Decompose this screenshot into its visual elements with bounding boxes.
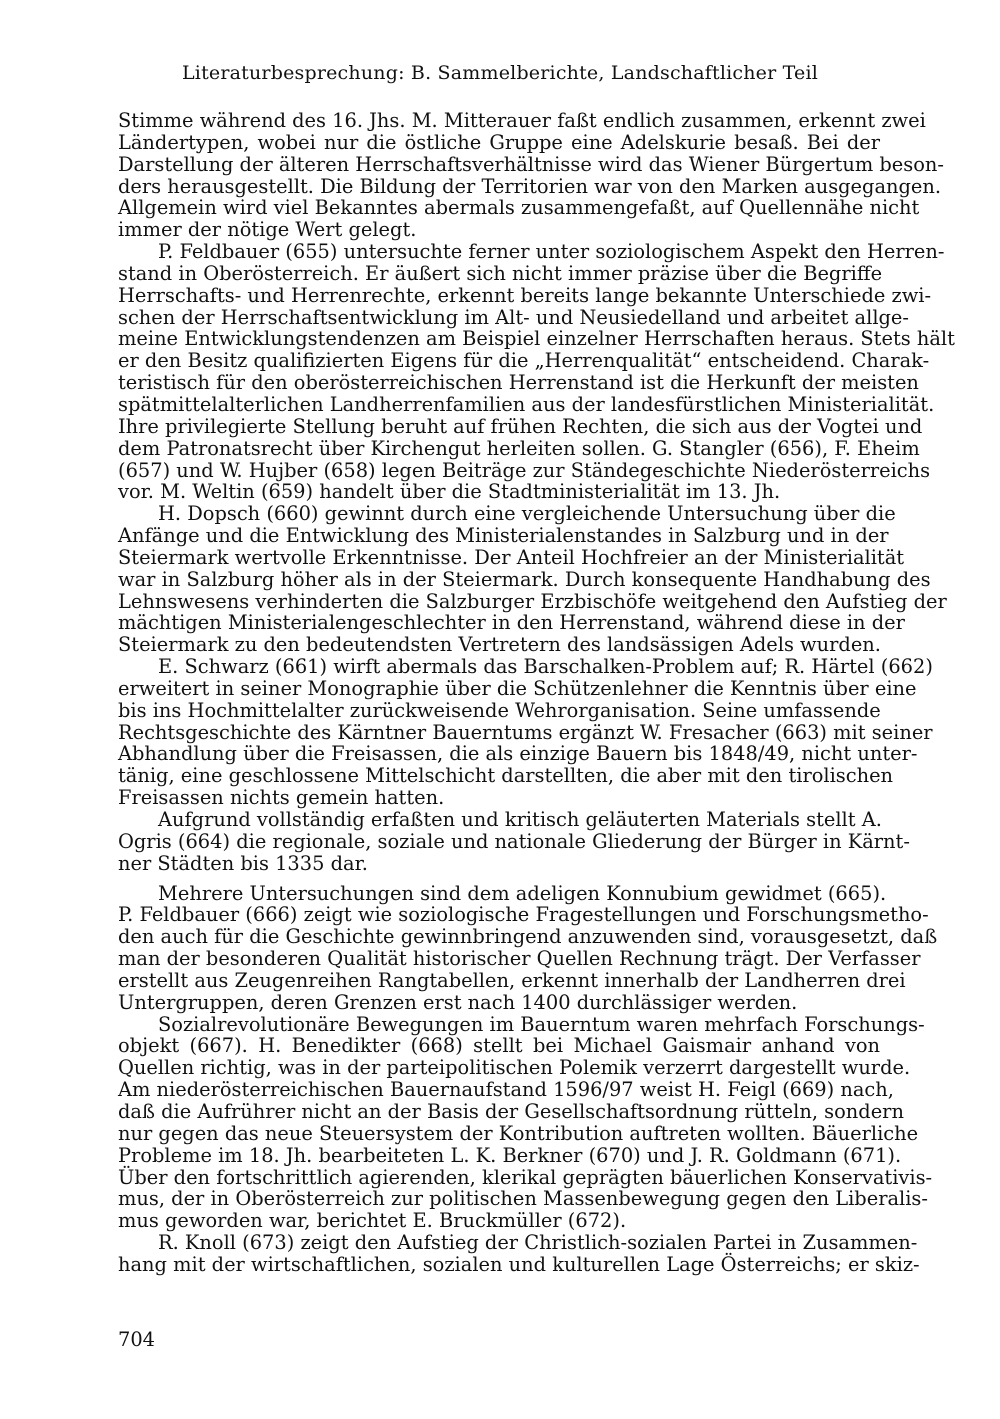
text-line: Untergruppen, deren Grenzen erst nach 1400 durchlässiger werden. bbox=[118, 990, 798, 1014]
text-line: Ländertypen, wobei nur die östliche Gruppe eine Adelskurie besaß. Bei der bbox=[118, 130, 880, 154]
paragraph bbox=[118, 881, 938, 1014]
text-line: daß die Aufrührer nicht an der Basis der Gesellschaftsordnung rütteln, sondern bbox=[118, 1099, 904, 1123]
text-line: Ogris (664) die regionale, soziale und nationale Gliederung der Bürger in Kärnt- bbox=[118, 829, 910, 853]
text-line: Freisassen nichts gemein hatten. bbox=[118, 786, 445, 810]
paragraph bbox=[118, 502, 947, 657]
text-line: Am niederösterreichischen Bauernaufstand 1596/97 weist H. Feigl (669) nach, bbox=[118, 1078, 894, 1102]
text-line: Darstellung der älteren Herrschaftsverhältnisse wird das Wiener Bürgertum beson- bbox=[118, 152, 944, 176]
text-line: hang mit der wirtschaftlichen, sozialen und kulturellen Lage Österreichs; er skiz- bbox=[118, 1252, 920, 1276]
paragraph bbox=[118, 1231, 920, 1276]
text-line: Steiermark wertvolle Erkenntnisse. Der Anteil Hochfreier an der Ministerialität bbox=[118, 545, 905, 569]
text-line: (657) und W. Hujber (658) legen Beiträge zur Ständegeschichte Niederösterreichs bbox=[118, 458, 931, 482]
text-line: den auch für die Geschichte gewinnbringend anzuwenden sind, vorausgesetzt, daß bbox=[118, 925, 938, 949]
paragraph bbox=[118, 1012, 933, 1233]
text-line: Mehrere Untersuchungen sind dem adeligen Konnubium gewidmet (665). bbox=[158, 881, 887, 905]
text-line: P. Feldbauer (655) untersuchte ferner unter soziologischem Aspekt den Herren- bbox=[158, 240, 945, 264]
text-line: erweitert in seiner Monographie über die Schützenlehner die Kenntnis über eine bbox=[118, 676, 917, 700]
text-line: Anfänge und die Entwicklung des Ministerialenstandes in Salzburg und in der bbox=[118, 524, 889, 548]
paragraph bbox=[118, 240, 955, 504]
text-line: stand in Oberösterreich. Er äußert sich nicht immer präzise über die Begriffe bbox=[118, 261, 883, 285]
text-line: vor. M. Weltin (659) handelt über die Stadtministerialität im 13. Jh. bbox=[118, 480, 781, 504]
text-line: Lehnswesens verhinderten die Salzburger Erzbischöfe weitgehend den Aufstieg der bbox=[118, 589, 947, 613]
text-line: Probleme im 18. Jh. bearbeiteten L. K. Berkner (670) und J. R. Goldmann (671). bbox=[118, 1143, 902, 1167]
text-line: immer der nötige Wert gelegt. bbox=[118, 218, 417, 242]
text-line: man der besonderen Qualität historischer Quellen Rechnung trägt. Der Verfasser bbox=[118, 947, 921, 971]
text-line: bis ins Hochmittelalter zurückweisende Wehrorganisation. Seine umfassende bbox=[118, 698, 881, 722]
text-line: Über den fortschrittlich agierenden, klerikal geprägten bäuerlichen Konservativis- bbox=[118, 1165, 933, 1189]
text-line: war in Salzburg höher als in der Steiermark. Durch konsequente Handhabung des bbox=[118, 567, 931, 591]
body-text bbox=[118, 109, 955, 1276]
text-line: mus, der in Oberösterreich zur politischen Massenbewegung gegen den Liberalis- bbox=[118, 1187, 928, 1211]
paragraph bbox=[118, 655, 933, 810]
text-line: mächtigen Ministerialengeschlechter in den Herrenstand, während diese in der bbox=[118, 611, 905, 635]
text-line: tänig, eine geschlossene Mittelschicht darstellten, die aber mit den tirolischen bbox=[118, 764, 894, 788]
running-header: Literaturbesprechung: B. Sammelberichte, Landschaftlicher Teil bbox=[181, 62, 819, 84]
text-line: ders herausgestellt. Die Bildung der Territorien war von den Marken ausgegangen. bbox=[118, 174, 942, 198]
text-line: erstellt aus Zeugenreihen Rangtabellen, erkennt innerhalb der Landherren drei bbox=[118, 968, 906, 992]
text-line: R. Knoll (673) zeigt den Aufstieg der Christlich-sozialen Partei in Zusammen- bbox=[158, 1231, 918, 1255]
text-line: objekt (667). H. Benedikter (668) stellt bei Michael Gaismair anhand von bbox=[118, 1034, 880, 1058]
paragraph bbox=[118, 808, 910, 875]
text-line: Allgemein wird viel Bekanntes abermals zusammengefaßt, auf Quellennähe nicht bbox=[118, 196, 920, 220]
text-line: teristisch für den oberösterreichischen Herrenstand ist die Herkunft der meisten bbox=[118, 371, 919, 395]
text-line: mus geworden war, berichtet E. Bruckmüller (672). bbox=[118, 1209, 627, 1233]
text-line: Abhandlung über die Freisassen, die als einzige Bauern bis 1848/49, nicht unter- bbox=[118, 742, 918, 766]
text-line: nur gegen das neue Steuersystem der Kontribution auftreten wollten. Bäuerliche bbox=[118, 1121, 919, 1145]
text-line: Aufgrund vollständig erfaßten und kritisch geläuterten Materials stellt A. bbox=[158, 808, 882, 831]
text-line: H. Dopsch (660) gewinnt durch eine vergleichende Untersuchung über die bbox=[158, 502, 896, 526]
text-line: Sozialrevolutionäre Bewegungen im Bauerntum waren mehrfach Forschungs- bbox=[158, 1012, 925, 1036]
text-line: dem Patronatsrecht über Kirchengut herleiten sollen. G. Stangler (656), F. Eheim bbox=[118, 436, 920, 460]
text-line: Stimme während des 16. Jhs. M. Mitterauer faßt endlich zusammen, erkennt zwei bbox=[118, 109, 926, 132]
text-line: schen der Herrschaftsentwicklung im Alt- und Neusiedelland und arbeitet allge- bbox=[118, 305, 909, 329]
text-line: Ihre privilegierte Stellung beruht auf frühen Rechten, die sich aus der Vogtei und bbox=[118, 414, 923, 438]
text-line: Rechtsgeschichte des Kärntner Bauerntums ergänzt W. Fresacher (663) mit seiner bbox=[118, 720, 933, 744]
text-line: Herrschafts- und Herrenrechte, erkennt bereits lange bekannte Unterschiede zwi- bbox=[118, 283, 932, 307]
paragraph bbox=[118, 109, 944, 242]
text-line: P. Feldbauer (666) zeigt wie soziologische Fragestellungen und Forschungsmetho- bbox=[118, 903, 929, 927]
text-line: Steiermark zu den bedeutendsten Vertretern des landsässigen Adels wurden. bbox=[118, 633, 881, 657]
page-number: 704 bbox=[118, 1328, 156, 1351]
text-line: meine Entwicklungstendenzen am Beispiel einzelner Herrschaften heraus. Stets hält bbox=[118, 327, 955, 351]
text-line: spätmittelalterlichen Landherrenfamilien aus der landesfürstlichen Ministerialität. bbox=[118, 392, 935, 416]
text-line: ner Städten bis 1335 dar. bbox=[118, 851, 368, 875]
text-line: Quellen richtig, was in der parteipolitischen Polemik verzerrt dargestellt wurde. bbox=[118, 1056, 911, 1080]
text-line: er den Besitz qualifizierten Eigens für die „Herrenqualität“ entscheidend. Charak- bbox=[118, 349, 930, 373]
text-line: E. Schwarz (661) wirft abermals das Barschalken-Problem auf; R. Härtel (662) bbox=[158, 655, 933, 679]
